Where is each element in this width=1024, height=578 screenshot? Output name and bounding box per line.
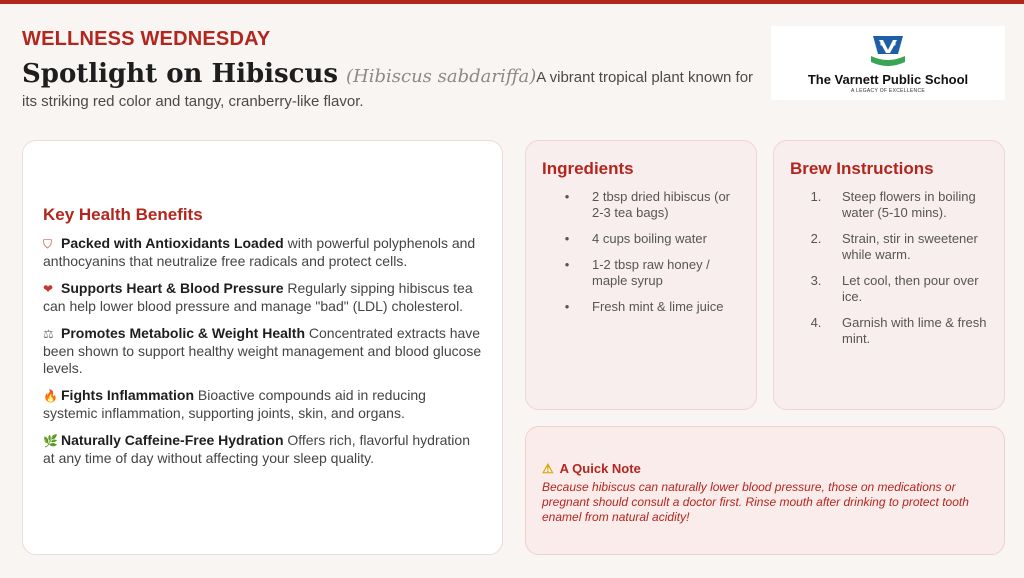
benefit-text: with powerful polyphenols and anthocyanins that neutralize free radicals and protect cells.: [43, 235, 476, 269]
benefit-item: [43, 280, 482, 315]
ingredient-text: 1-2 tbsp raw honey / maple syrup: [592, 257, 710, 288]
page-kicker: WELLNESS WEDNESDAY: [22, 28, 271, 50]
list-item: [790, 189, 988, 221]
benefit-item: [43, 235, 482, 270]
benefit-text: Offers rich, flavorful hydration at any time of day without affecting your sleep quality.: [43, 432, 470, 466]
leaf-icon: 🌿: [43, 434, 58, 448]
step-number: 2.: [810, 231, 822, 246]
bullet-icon: •: [564, 257, 570, 272]
scientific-name: (Hibiscus sabdariffa): [346, 66, 537, 87]
heart-icon: ❤: [43, 282, 54, 296]
benefit-title: Packed with Antioxidants Loaded: [61, 235, 284, 251]
benefit-title: Fights Inflammation: [61, 387, 194, 403]
step-text: Garnish with lime & fresh mint.: [842, 315, 987, 346]
page-title: Spotlight on Hibiscus: [22, 59, 339, 89]
scales-icon: ⚖: [43, 327, 54, 341]
benefit-item: [43, 325, 482, 377]
list-item: [790, 273, 988, 305]
fire-icon: 🔥: [43, 389, 58, 403]
page-header: [22, 28, 762, 112]
step-text: Strain, stir in sweetener while warm.: [842, 231, 978, 262]
note-title: A Quick Note: [559, 461, 641, 476]
step-text: Let cool, then pour over ice.: [842, 273, 979, 304]
step-number: 1.: [810, 189, 822, 204]
brew-card: [773, 140, 1005, 410]
quick-note-card: [525, 426, 1005, 555]
bullet-icon: •: [564, 299, 570, 314]
benefit-text: Concentrated extracts have been shown to support healthy weight management and blood glucose levels.: [43, 325, 482, 376]
list-item: [790, 315, 988, 347]
ingredient-text: 4 cups boiling water: [592, 231, 707, 246]
ingredients-title: Ingredients: [542, 159, 634, 178]
school-logo: [771, 26, 1005, 100]
bullet-icon: •: [564, 189, 570, 204]
benefit-title: Naturally Caffeine-Free Hydration: [61, 432, 284, 448]
page-description: A vibrant tropical plant known for its striking red color and tangy, cranberry-like flavor.: [22, 69, 754, 111]
bullet-icon: •: [564, 231, 570, 246]
step-text: Steep flowers in boiling water (5-10 mins).: [842, 189, 976, 220]
shield-icon: ⛉: [43, 237, 53, 251]
benefit-item: [43, 432, 482, 467]
top-accent-bar: [0, 0, 1024, 4]
ingredient-text: Fresh mint & lime juice: [592, 299, 724, 314]
list-item: [542, 189, 740, 221]
school-name: The Varnett Public School: [807, 72, 969, 87]
benefit-item: [43, 387, 482, 422]
step-number: 4.: [810, 315, 822, 330]
title-line: [22, 57, 762, 112]
benefit-title: Promotes Metabolic & Weight Health: [61, 325, 305, 341]
list-item: [542, 299, 740, 315]
ingredients-card: [525, 140, 757, 410]
step-number: 3.: [810, 273, 822, 288]
note-text: Because hibiscus can naturally lower blood pressure, those on medications or pregnant should consult a doctor first. Rinse mouth after drinking to protect tooth enamel from natural acidity!: [542, 480, 969, 524]
school-crest-icon: [867, 34, 909, 68]
school-tagline: A LEGACY OF EXCELLENCE: [850, 88, 926, 94]
list-item: [542, 257, 740, 289]
benefit-text: Regularly sipping hibiscus tea can help lower blood pressure and manage "bad" (LDL) cholesterol.: [43, 280, 473, 314]
brew-title: Brew Instructions: [790, 159, 934, 178]
note-title-row: [542, 461, 988, 477]
benefits-title: Key Health Benefits: [43, 205, 203, 224]
benefit-title: Supports Heart & Blood Pressure: [61, 280, 284, 296]
ingredient-text: 2 tbsp dried hibiscus (or 2-3 tea bags): [592, 189, 731, 220]
benefit-text: Bioactive compounds aid in reducing systemic inflammation, supporting joints, skin, and organs.: [43, 387, 426, 421]
list-item: [542, 231, 740, 247]
list-item: [790, 231, 988, 263]
warning-icon: ⚠: [542, 461, 554, 476]
benefits-card: [22, 140, 503, 555]
